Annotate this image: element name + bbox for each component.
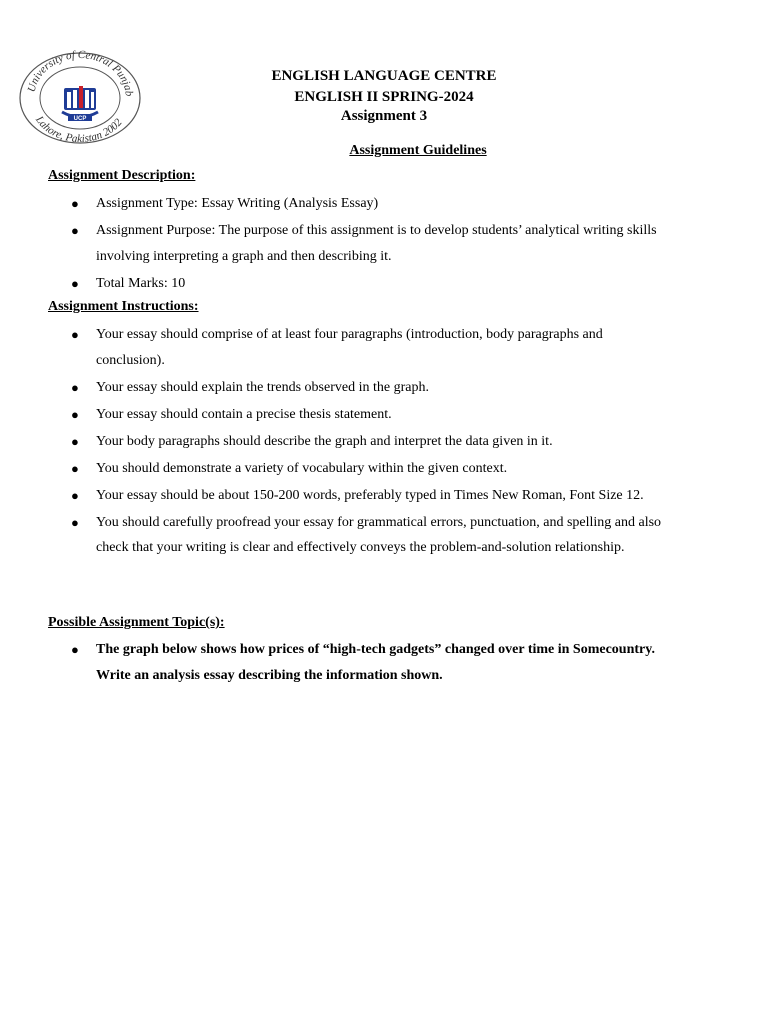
- bullet-icon: ●: [71, 379, 79, 395]
- svg-text:University of Central Punjab: University of Central Punjab: [25, 50, 136, 97]
- instructions-heading: Assignment Instructions:: [48, 299, 199, 314]
- list-item: ● Your essay should contain a precise thesis statement.: [0, 402, 768, 428]
- description-heading: Assignment Description:: [48, 168, 196, 183]
- instructions-list: [0, 322, 768, 562]
- list-item: ● Assignment Type: Essay Writing (Analysis Essay): [0, 191, 768, 217]
- list-item: ● Your body paragraphs should describe the graph and interpret the data given in it.: [0, 429, 768, 455]
- guidelines-title: Assignment Guidelines: [349, 143, 487, 158]
- list-item: ● Assignment Purpose: The purpose of this assignment is to develop students’ analytical writing skills involving interpreting a graph and then describing it.: [0, 218, 768, 269]
- bullet-icon: ●: [71, 275, 79, 291]
- svg-text:UCP: UCP: [73, 116, 87, 122]
- centre-title: ENGLISH LANGUAGE CENTRE: [271, 68, 497, 84]
- list-item: ● Your essay should comprise of at least four paragraphs (introduction, body paragraphs and conclusion).: [0, 322, 768, 373]
- bullet-icon: ●: [71, 196, 79, 211]
- university-seal-icon: [12, 50, 148, 146]
- list-item: ● Total Marks: 10: [0, 271, 768, 297]
- svg-text:Lahore, Pakistan 2002: Lahore, Pakistan 2002: [33, 114, 125, 146]
- description-list: [0, 191, 768, 298]
- topics-list: [0, 637, 768, 690]
- course-title: ENGLISH II SPRING-2024: [294, 89, 474, 105]
- topics-heading: Possible Assignment Topic(s):: [48, 615, 225, 630]
- university-logo: [12, 50, 148, 146]
- bullet-icon: ●: [71, 223, 79, 238]
- bullet-icon: ●: [71, 460, 79, 476]
- bullet-icon: ●: [71, 327, 79, 342]
- list-item: ● Your essay should explain the trends observed in the graph.: [0, 375, 768, 401]
- bullet-icon: ●: [71, 433, 79, 449]
- bullet-icon: ●: [71, 406, 79, 422]
- list-item: ● You should carefully proofread your essay for grammatical errors, punctuation, and spelling and also check that your writing is clear and effectively conveys the problem-and-solution relationship.: [0, 510, 768, 561]
- bullet-icon: ●: [71, 642, 79, 657]
- list-item: ● Your essay should be about 150-200 words, preferably typed in Times New Roman, Font Size 12.: [0, 483, 768, 509]
- list-item: ● You should demonstrate a variety of vocabulary within the given context.: [0, 456, 768, 482]
- list-item: ● The graph below shows how prices of “high-tech gadgets” changed over time in Somecountry. Write an analysis essay describing the information shown.: [0, 637, 768, 688]
- bullet-icon: ●: [71, 487, 79, 503]
- assignment-number: Assignment 3: [340, 108, 428, 124]
- bullet-icon: ●: [71, 514, 79, 530]
